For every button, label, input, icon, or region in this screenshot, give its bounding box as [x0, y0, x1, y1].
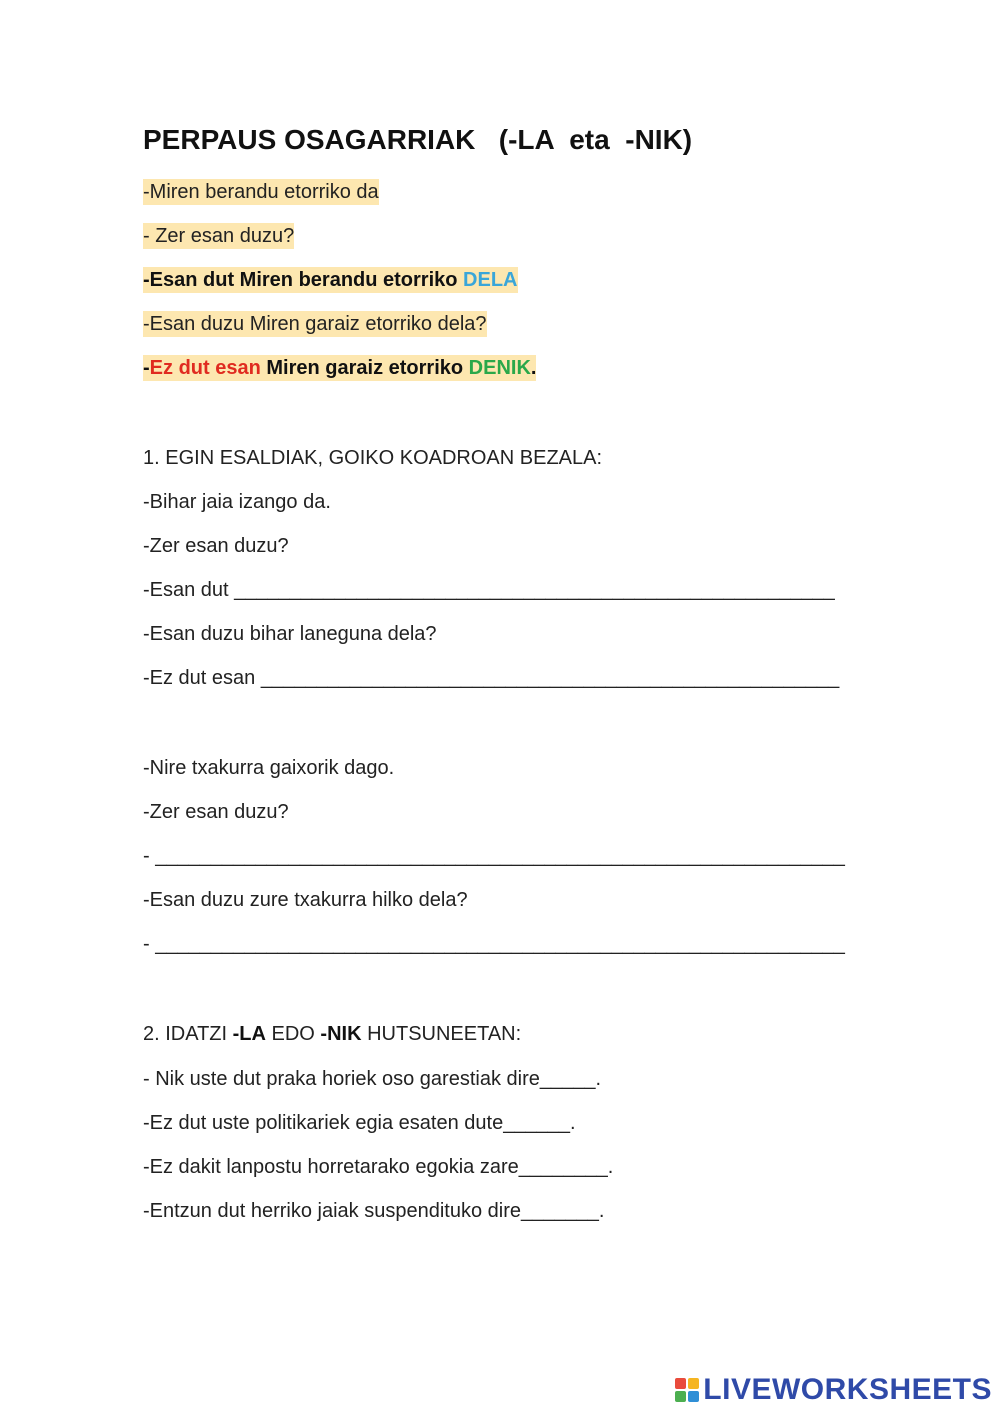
ex2-item-4[interactable]: -Entzun dut herriko jaiak suspendituko dire_______. [143, 1200, 605, 1222]
ex1-b1-answer-2[interactable]: -Ez dut esan ____________________________________________________ [143, 667, 840, 689]
intro-line-2: - Zer esan duzu? [143, 225, 295, 247]
intro-line-5: -Ez dut esan Miren garaiz etorriko DENIK. [143, 357, 537, 379]
ex1-b2-line-1: -Nire txakurra gaixorik dago. [143, 757, 395, 779]
ex1-b2-answer-2[interactable]: - ______________________________________________________________ [143, 933, 845, 955]
exercise-1-heading: 1. EGIN ESALDIAK, GOIKO KOADROAN BEZALA: [143, 447, 603, 469]
ex2-item-2[interactable]: -Ez dut uste politikariek egia esaten dute______. [143, 1112, 576, 1134]
ex1-b2-line-4: -Esan duzu zure txakurra hilko dela? [143, 889, 468, 911]
ex2-item-1[interactable]: - Nik uste dut praka horiek oso garestiak dire_____. [143, 1068, 602, 1090]
ex1-b1-answer-1[interactable]: -Esan dut ______________________________________________________ [143, 579, 835, 601]
ex1-b1-line-1: -Bihar jaia izango da. [143, 491, 331, 513]
intro-line-4: -Esan duzu Miren garaiz etorriko dela? [143, 313, 487, 335]
ex1-b2-line-2: -Zer esan duzu? [143, 801, 289, 823]
page-title: PERPAUS OSAGARRIAK (-LA eta -NIK) [143, 124, 693, 155]
logo-text: LIVEWORKSHEETS [703, 1373, 992, 1406]
intro-line-1: -Miren berandu etorriko da [143, 181, 379, 203]
liveworksheets-logo [675, 1373, 992, 1407]
negation-phrase: Ez dut esan [149, 357, 261, 379]
ex2-item-3[interactable]: -Ez dakit lanpostu horretarako egokia zare________. [143, 1156, 614, 1178]
logo-square-2 [688, 1378, 699, 1389]
denik-suffix: DENIK [468, 357, 531, 379]
intro-line-3: -Esan dut Miren berandu etorriko DELA [143, 269, 518, 291]
ex1-b2-answer-1[interactable]: - ______________________________________________________________ [143, 845, 845, 867]
logo-square-1 [675, 1378, 686, 1389]
ex1-b1-line-4: -Esan duzu bihar laneguna dela? [143, 623, 437, 645]
exercise-2-heading: 2. IDATZI -LA EDO -NIK HUTSUNEETAN: [143, 1023, 522, 1045]
logo-square-4 [688, 1391, 699, 1402]
logo-square-3 [675, 1391, 686, 1402]
ex1-b1-line-2: -Zer esan duzu? [143, 535, 289, 557]
liveworksheets-logo-icon [675, 1378, 699, 1402]
dela-suffix: DELA [463, 269, 518, 291]
